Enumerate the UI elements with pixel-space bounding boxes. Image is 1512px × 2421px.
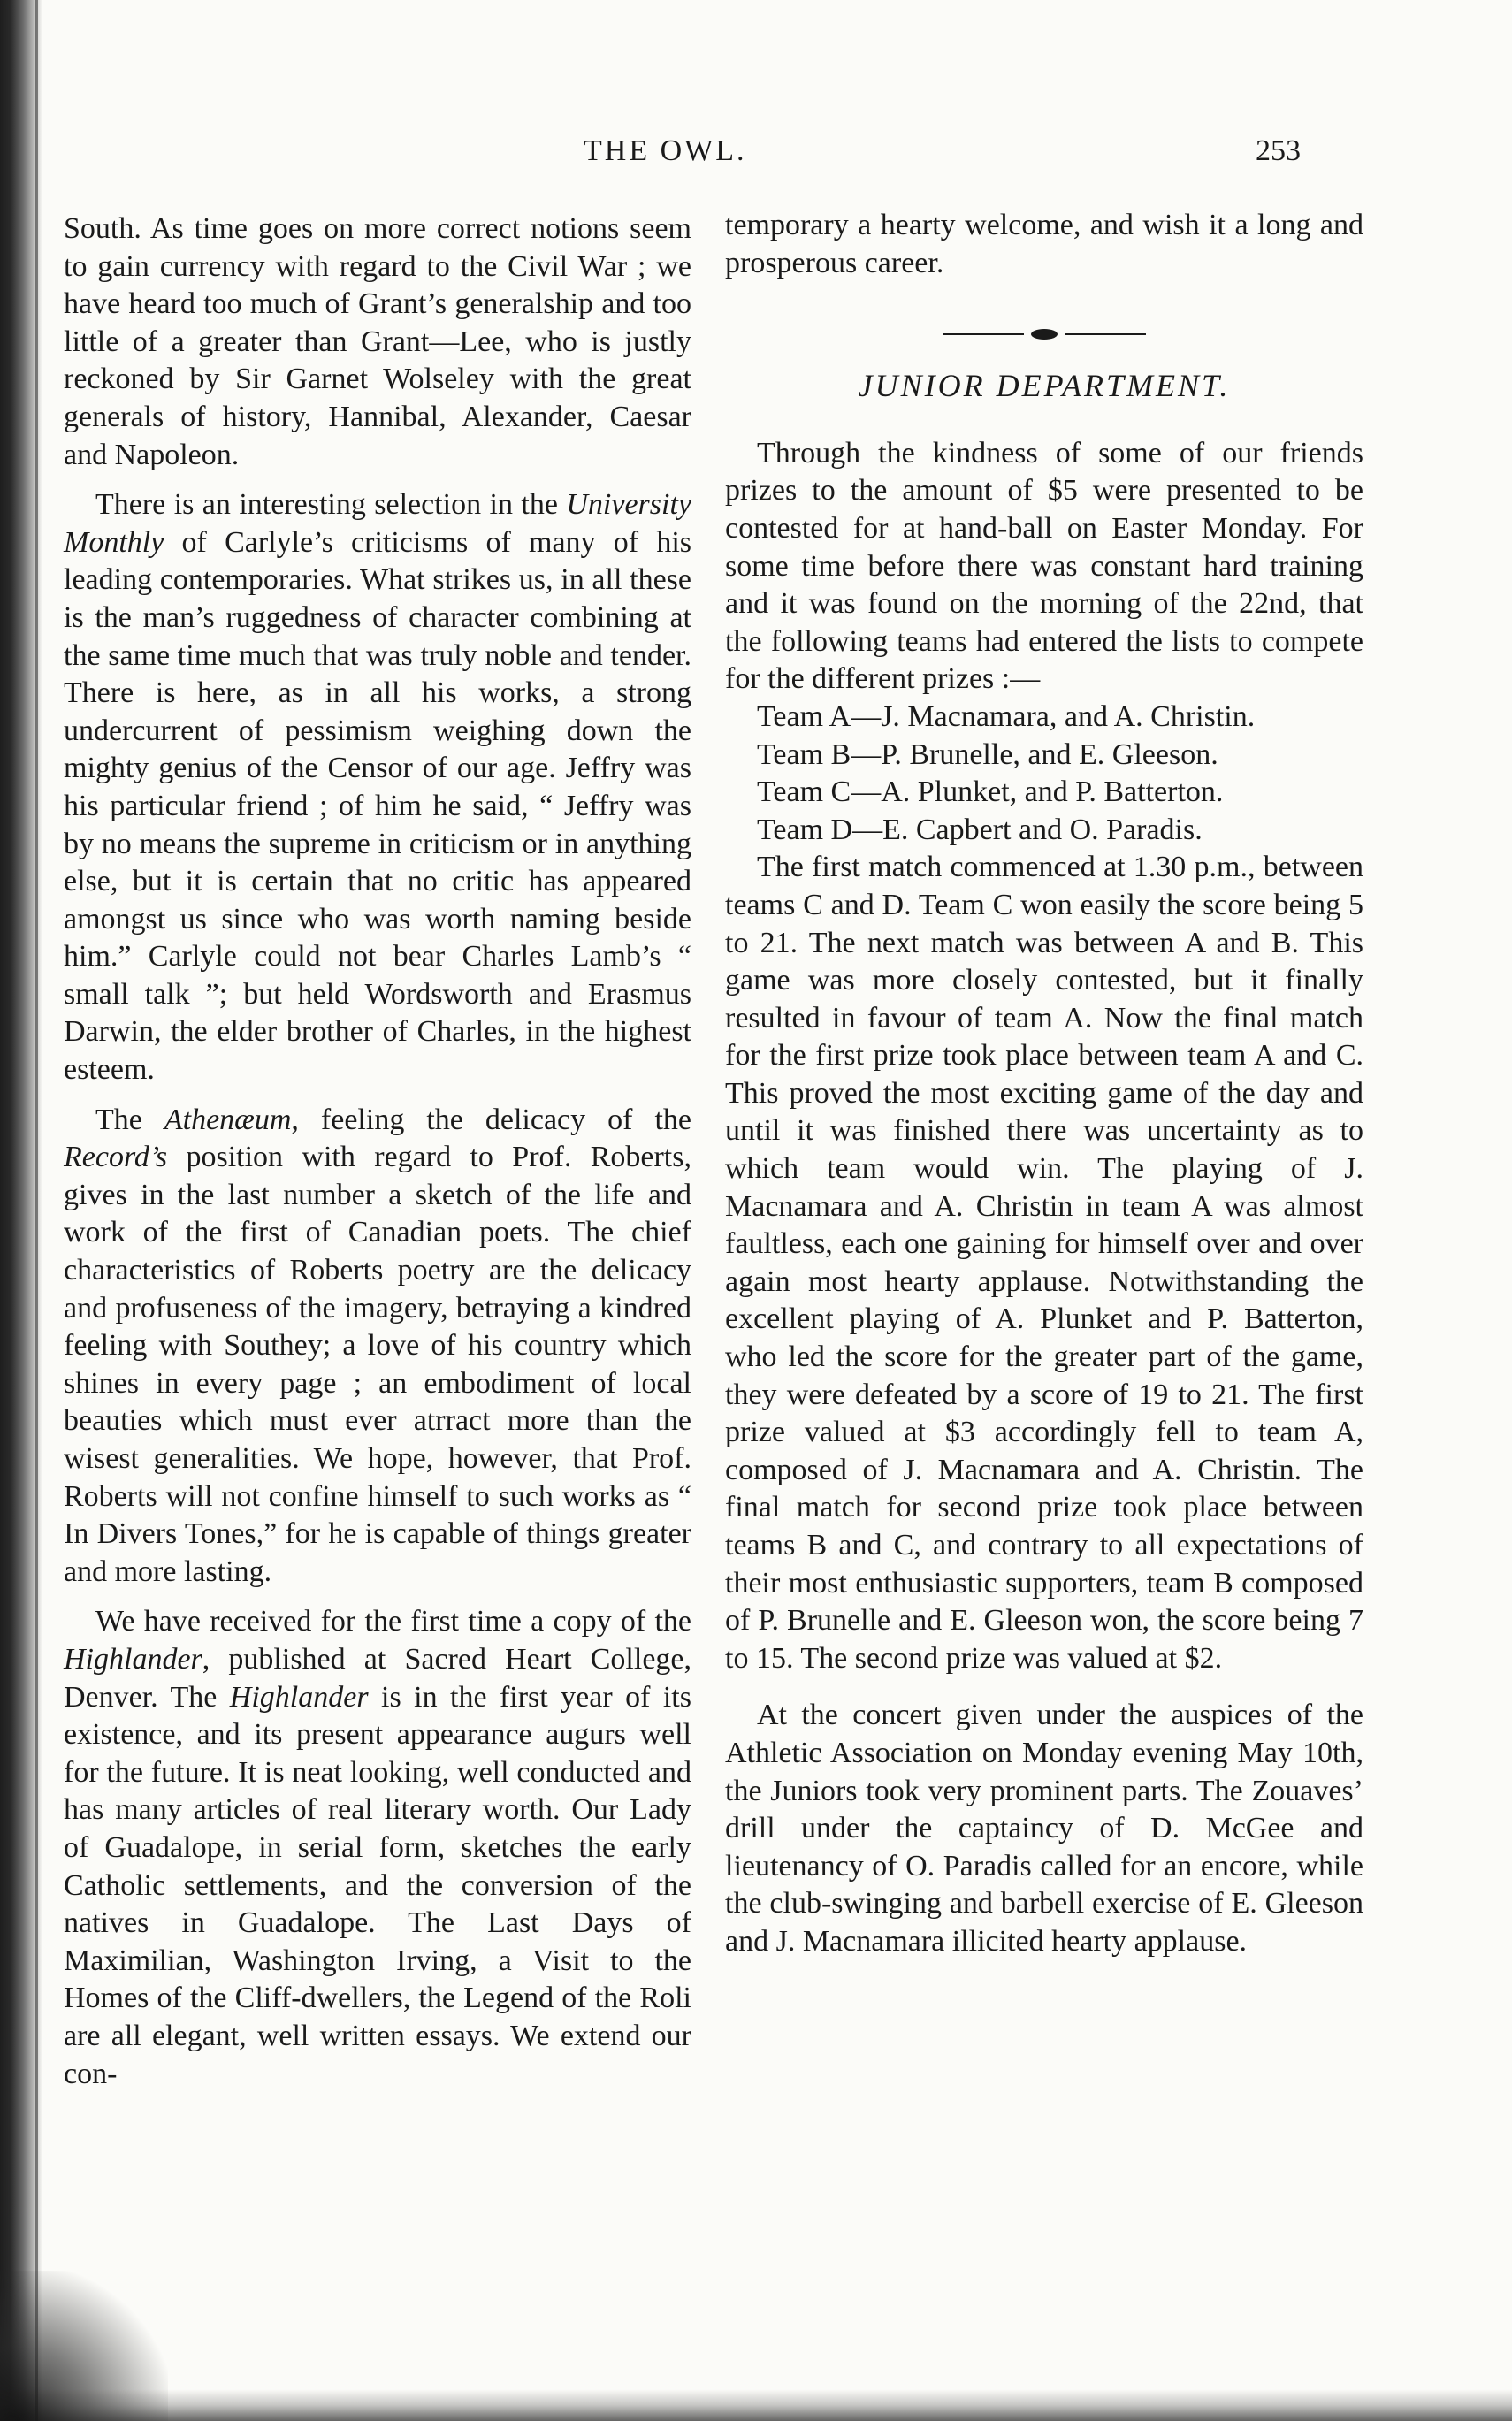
section-divider-ornament bbox=[943, 326, 1146, 342]
team-a-entry: Team A—J. Macnamara, and A. Christin. bbox=[757, 699, 1256, 733]
paragraph-matches: The first match commenced at 1.30 p.m., between teams C and D. Team C won easily the score being 5 to 21. The next match was between A and B. This game was more closely contested, but it finally resulted in favour of team A. Now the final match for the first prize took place between team A and C. This proved the most exciting game of the day and until it was finished there was uncertainty as to which team would win. The playing of J. Macnamara and A. Christin in team A was almost faultless, each one gaining for himself over and over again most hearty applause. Notwithstanding the excellent playing of A. Plunket and P. Batterton, who led the score for the greater part of the game, they were defeated by a score of 19 to 21. The first prize valued at $3 accordingly fell to team A, composed of J. Macnamara and A. Christin. The final match for second prize took place between teams B and C, and contrary to all expectations of their most enthusiastic supporters, team B composed of P. Brunelle and E. Gleeson won, the score being 7 to 15. The second prize was valued at $2. bbox=[725, 851, 1363, 1675]
paragraph-athenaeum bbox=[64, 1102, 691, 1592]
page-number: 253 bbox=[1256, 134, 1301, 167]
corner-smudge bbox=[0, 2271, 168, 2421]
periodical-title: Athenæum bbox=[164, 1103, 292, 1136]
paragraph-highlander bbox=[64, 1603, 691, 2093]
right-column bbox=[725, 207, 1363, 1961]
team-c-entry: Team C—A. Plunket, and P. Batterton. bbox=[757, 775, 1224, 809]
running-title: THE OWL. bbox=[584, 134, 747, 167]
section-heading: JUNIOR DEPARTMENT. bbox=[858, 368, 1231, 404]
team-b-entry: Team B—P. Brunelle, and E. Gleeson. bbox=[757, 737, 1218, 771]
divider-rule-left bbox=[943, 333, 1024, 335]
text-segment: , feeling the delicacy of the bbox=[291, 1103, 691, 1136]
left-column bbox=[64, 210, 691, 2093]
page-bottom-shadow bbox=[0, 2389, 1512, 2421]
running-head bbox=[0, 134, 1512, 179]
text-segment: is in the first year of its existence, and its present appearance augurs well for the future. It is neat looking, well conducted and has many articles of real literary worth. Our Lady of Guadalope, in serial form, sketches the early Catholic settlements, and the conversion of the natives in Guadalope. The Last Days of Maximilian, Washington Irving, a Visit to the Homes of the Cliff-dwellers, the Legend of the Roli are all elegant, well written essays. We extend our con- bbox=[64, 1680, 691, 2090]
text-segment: There is an interesting selection in the bbox=[95, 488, 567, 522]
binding-line bbox=[35, 0, 38, 2421]
paragraph-concert: At the concert given under the auspices of the Athletic Association on Monday evening May 10th, the Juniors took very prominent parts. The Zouaves’ drill under the captaincy of D. McGee and lieutenancy of O. Paradis called for an encore, while the club-swinging and barbell exercise of E. Gleeson and J. Macnamara illicited hearty applause. bbox=[725, 1699, 1363, 1958]
text-segment: We have received for the first time a copy of the bbox=[95, 1605, 691, 1638]
text-segment: The bbox=[95, 1103, 164, 1136]
periodical-title: Highlander bbox=[229, 1680, 369, 1714]
divider-rule-right bbox=[1065, 333, 1146, 335]
paragraph-carlyle bbox=[64, 486, 691, 1089]
paragraph-civil-war: South. As time goes on more correct notions seem to gain currency with regard to the Civil War ; we have heard too much of Grant’s generalship and too little of a greater than Grant—Lee, who is justly reckoned by Sir Garnet Wolseley with the great generals of history, Hannibal, Alexander, Caesar and Napoleon. bbox=[64, 212, 691, 471]
paragraph-continuation: temporary a hearty welcome, and wish it a long and prosperous career. bbox=[725, 209, 1363, 279]
periodical-title: Highlander bbox=[64, 1642, 202, 1676]
paragraph-prizes: Through the kindness of some of our friends prizes to the amount of $5 were presented to be contested for at hand-ball on Easter Monday. For some time before there was constant hard training and it was found on the morning of the 22nd, that the following teams had entered the lists to compete for the different prizes :— bbox=[725, 436, 1363, 696]
team-d-entry: Team D—E. Capbert and O. Paradis. bbox=[757, 813, 1203, 846]
text-segment: position with regard to Prof. Roberts, gives in the last number a sketch of the life and work of the first of Canadian poets. The chief characteristics of Roberts poetry are the delicacy and profuseness of the imagery, betraying a kindred feeling with Southey; a love of his country which shines in every page ; an embodiment of local beauties which must ever atrract more than the wisest generalities. We hope, however, that Prof. Roberts will not confine himself to such works as “ In Divers Tones,” for he is capable of things greater and more lasting. bbox=[64, 1141, 691, 1588]
periodical-title: Record’s bbox=[64, 1141, 168, 1174]
text-segment: , published at Sacred Heart College, Denver. The bbox=[64, 1642, 691, 1714]
text-segment: of Carlyle’s criticisms of many of his leading contemporaries. What strikes us, in all these is the man’s ruggedness of character combining at the same time much that was truly noble and tender. There is here, as in all his works, a strong undercurrent of pessimism weighing down the mighty genius of the Censor of our age. Jeffry was his particular friend ; of him he said, “ Jeffry was by no means the supreme in criticism or in anything else, but it is certain that no critic has appeared amongst us since who was worth naming beside him.” Carlyle could not bear Charles Lamb’s “ small talk ”; but held Wordsworth and Erasmus Darwin, the elder brother of Charles, in the highest esteem. bbox=[64, 525, 691, 1087]
divider-ornament-icon bbox=[1031, 329, 1058, 340]
periodical-title: University Monthly bbox=[64, 488, 691, 559]
